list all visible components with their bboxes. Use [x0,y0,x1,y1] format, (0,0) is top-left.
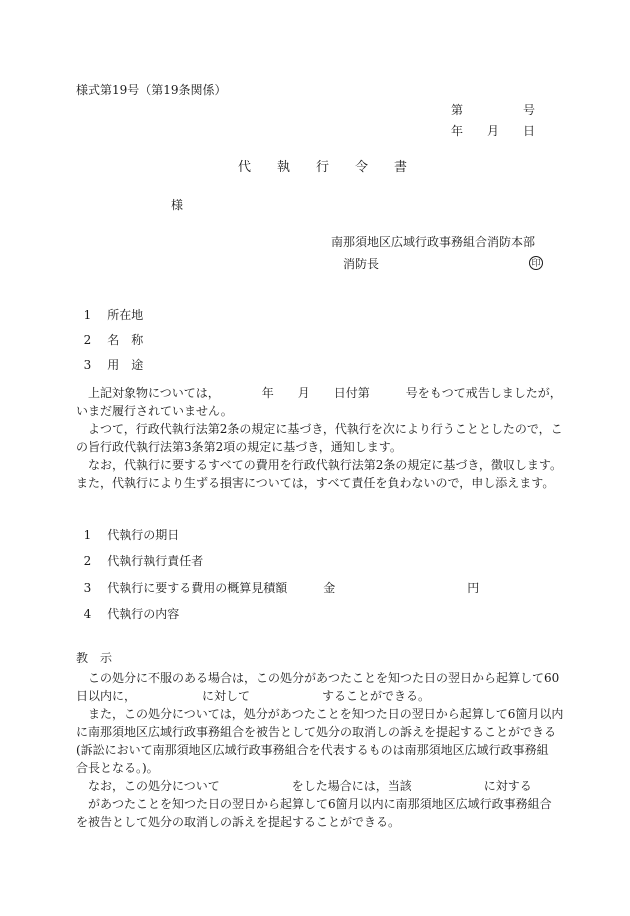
body-line: また，代執行により生ずる損害については，すべて責任を負わないので，申し添えます。 [76,476,555,490]
item-label: 代執行の期日 [107,528,180,542]
document-title: 代 執 行 令 書 [238,160,408,175]
execution-item-responsible [76,543,203,567]
notice-line: があつたことを知つた日の翌日から起算して6箇月以内に南那須地区広域行政事務組合 [76,797,552,811]
notice-line: この処分に不服のある場合は，この処分があつたことを知つた日の翌日から起算して60 [76,671,560,685]
body-line: 上記対象物については， 年 月 日付第 号をもつて戒告しましたが， [76,386,562,400]
body-paragraph [76,384,562,492]
object-item-location [76,297,143,321]
addressee-suffix: 様 [171,198,184,212]
notice-heading: 教 示 [76,651,113,665]
item-number: 2 [83,554,92,568]
item-number: 3 [83,358,92,372]
notice-line: 合長となる。)。 [76,761,159,775]
item-label: 名 称 [107,333,144,347]
item-number: 2 [83,333,92,347]
item-number: 3 [83,581,92,595]
item-label: 代執行に要する費用の概算見積額 金 円 [107,581,480,595]
seal-mark: 印 [529,256,543,270]
notice-line: (訴訟において南那須地区広域行政事務組合を代表するものは南那須地区広域行政事務組 [76,743,549,757]
item-label: 代執行の内容 [107,607,180,621]
item-number: 4 [83,607,92,621]
execution-item-content [76,596,179,620]
form-number: 様式第19号（第19条関係） [76,83,227,97]
item-label: 代執行執行責任者 [107,554,204,568]
body-line: の旨行政代執行法第3条第2項の規定に基づき，通知します。 [76,440,402,454]
item-number: 1 [83,308,92,322]
body-line: なお，代執行に要するすべての費用を行政代執行法第2条の規定に基づき，徴収します。 [76,458,562,472]
item-label: 用 途 [107,358,144,372]
notice-line: また，この処分については，処分があつたことを知つた日の翌日から起算して6箇月以内 [76,707,564,721]
execution-item-date [76,517,179,541]
body-line: いまだ履行されていません。 [76,404,233,418]
item-label: 所在地 [107,308,144,322]
object-item-name [76,322,143,346]
notice-line: を被告として処分の取消しの訴えを提起することができる。 [76,815,401,829]
notice-paragraph [76,669,562,831]
issuer-organization: 南那須地区広域行政事務組合消防本部 [331,235,536,249]
document-number-line: 第 号 [451,103,536,117]
notice-line: に南那須地区広域行政事務組合を被告として処分の取消しの訴えを提起することができる [76,725,557,739]
notice-line: 日以内に， に対して することができる。 [76,689,431,703]
execution-item-cost [76,570,479,594]
notice-line: なお，この処分について をした場合には，当該 に対する [76,779,532,793]
object-item-use [76,347,143,371]
item-number: 1 [83,528,92,542]
issuer-position: 消防長 [343,257,380,271]
date-line: 年 月 日 [451,124,536,138]
body-line: よつて，行政代執行法第2条の規定に基づき，代執行を次により行うこととしたので，こ [76,422,563,436]
